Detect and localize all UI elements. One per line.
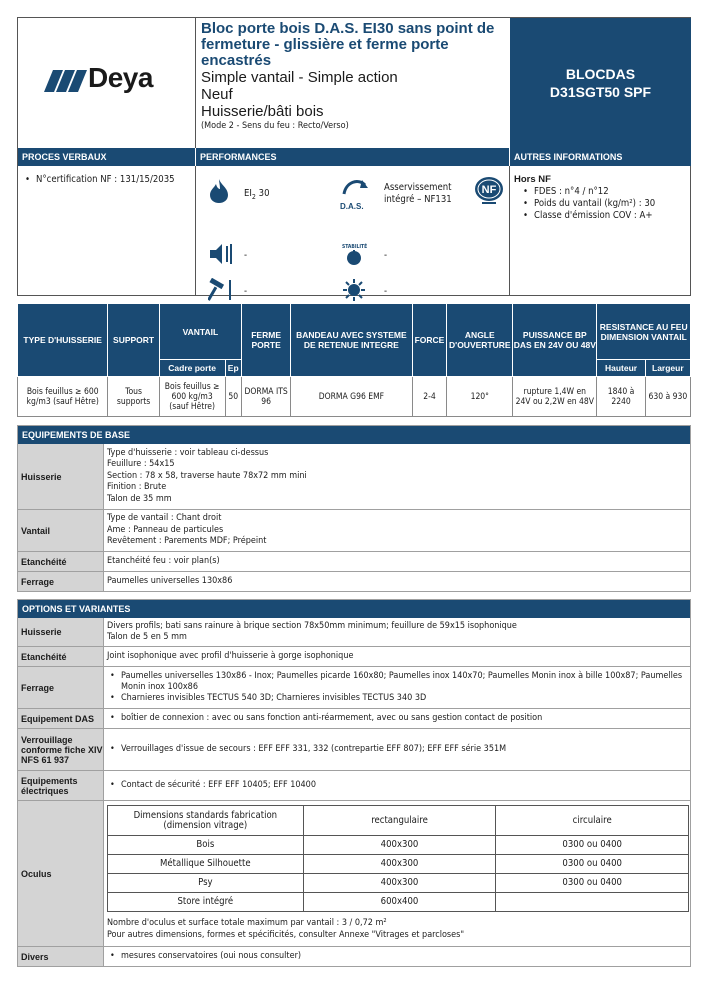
cell-largeur: 630 à 930 <box>645 377 690 417</box>
das-text-1: Asservissement <box>384 182 452 193</box>
fire-rating: $EI_2$ 30 <box>244 188 270 201</box>
base-row-huisserie <box>18 444 690 510</box>
oculus-cell: 600x400 <box>303 893 496 912</box>
cell-bandeau: DORMA G96 EMF <box>291 377 412 417</box>
bullet: • Verrouillages d'issue de secours : EFF EFF 331, 332 (contrepartie EFF 807); EFF EFF série 351M <box>107 744 687 756</box>
th-hauteur: Hauteur <box>597 360 645 377</box>
sun-snowflake-icon <box>342 278 366 302</box>
oculus-note-2: Pour autres dimensions, formes et spécificités, consulter Annexe "Vitrages et parcloses" <box>107 929 465 940</box>
row-label: Equipements électriques <box>18 771 104 800</box>
row-label: Verrouillage conforme fiche XIV NFS 61 937 <box>18 729 104 770</box>
other-title: Hors NF <box>514 174 551 185</box>
row-value <box>104 444 690 509</box>
pv-body <box>18 166 196 295</box>
oculus-cell: 400x300 <box>303 874 496 893</box>
code-line-2: D31SGT50 SPF <box>549 84 652 100</box>
brand-logo <box>18 18 196 148</box>
acoustic-icon <box>208 242 234 266</box>
cell-type: Bois feuillus ≥ 600 kg/m3 (sauf Hêtre) <box>18 377 108 417</box>
row-label: Huisserie <box>18 444 104 509</box>
oculus-cell: 400x300 <box>303 836 496 855</box>
th-largeur: Largeur <box>645 360 690 377</box>
row-label: Equipement DAS <box>18 709 104 728</box>
other-item: • FDES : n°4 / n°12 <box>520 186 687 198</box>
das-text-2: intégré – NF131 <box>384 194 452 205</box>
th-vantail: VANTAIL <box>159 304 241 360</box>
opt-row-oculus <box>18 801 690 947</box>
oculus-header: circulaire <box>496 806 689 836</box>
other-item: • Poids du vantail (kg/m²) : 30 <box>520 198 687 210</box>
line: Divers profils; bati sans rainure à brique section 78x50mm minimum; feuillure de 59x15 isophonique <box>107 620 517 631</box>
options-header: OPTIONS ET VARIANTES <box>18 600 690 618</box>
row-label: Oculus <box>18 801 104 946</box>
shock-value: - <box>244 286 248 297</box>
th-force: FORCE <box>412 304 447 377</box>
bullet: • boîtier de connexion : avec ou sans fonction anti-réarmement, avec ou sans gestion contact de position <box>107 713 687 725</box>
thermal-value: - <box>384 286 388 297</box>
cell-angle: 120° <box>447 377 513 417</box>
cell-hauteur: 1840 à 2240 <box>597 377 645 417</box>
oculus-cell: 400x300 <box>303 855 496 874</box>
oculus-table <box>107 805 689 912</box>
opt-row-huisserie <box>18 618 690 647</box>
row-value: Etanchéité feu : voir plan(s) <box>107 555 220 566</box>
line: Talon de 5 en 5 mm <box>107 632 187 642</box>
other-header: AUTRES INFORMATIONS <box>510 148 691 166</box>
stability-icon <box>346 250 362 266</box>
stability-logo-text: STABILITÉ <box>342 244 368 250</box>
oculus-cell: Store intégré <box>108 893 304 912</box>
title-mode: (Mode 2 - Sens du feu : Recto/Verso) <box>201 121 349 131</box>
bullet: • Contact de sécurité : EFF EFF 10405; EFF 10400 <box>107 780 687 792</box>
bullet: • Paumelles universelles 130x86 - Inox; Paumelles picarde 160x80; Paumelles inox 140x70; Paumelles Monin inox à bille 100x87; Paumelles Monin inox 100x86 <box>107 671 687 693</box>
cell-force: 2-4 <box>412 377 447 417</box>
product-code <box>510 18 691 148</box>
acoustic-value: - <box>244 250 248 261</box>
cell-support: Tous supports <box>108 377 159 417</box>
das-text <box>384 182 452 206</box>
options-section <box>17 599 691 967</box>
opt-row-etancheite <box>18 647 690 667</box>
oculus-cell: 0300 ou 0400 <box>496 836 689 855</box>
das-logo-text: D.A.S. <box>340 202 364 211</box>
base-row-etancheite <box>18 552 690 572</box>
row-value <box>104 709 690 728</box>
opt-row-das <box>18 709 690 729</box>
row-value <box>104 618 690 646</box>
th-puissance: PUISSANCE BP DAS EN 24V OU 48V <box>513 304 597 377</box>
deya-logo-icon <box>44 70 88 92</box>
hammer-icon <box>208 278 234 302</box>
line: Feuillure : 54x15 <box>107 459 175 470</box>
row-label: Divers <box>18 947 104 966</box>
line: Revêtement : Parements MDF; Prépeint <box>107 536 267 547</box>
oculus-cell: Bois <box>108 836 304 855</box>
opt-row-verrouillage <box>18 729 690 771</box>
opt-row-electrique <box>18 771 690 801</box>
oculus-cell <box>496 893 689 912</box>
cell-ferme: DORMA ITS 96 <box>241 377 290 417</box>
base-row-ferrage <box>18 572 690 592</box>
oculus-header: rectangulaire <box>303 806 496 836</box>
row-value <box>104 729 690 770</box>
th-resistance: RESISTANCE AU FEU DIMENSION VANTAIL <box>597 304 691 360</box>
cell-puissance: rupture 1,4W en 24V ou 2,2W en 48V <box>513 377 597 417</box>
row-label: Etanchéité <box>18 552 104 571</box>
row-value: Paumelles universelles 130x86 <box>107 575 233 586</box>
row-value <box>104 510 690 551</box>
th-cadre: Cadre porte <box>159 360 225 377</box>
oculus-note-1: Nombre d'oculus et surface totale maximum par vantail : 3 / 0,72 m² <box>107 918 387 928</box>
svg-text:NF: NF <box>481 184 497 196</box>
cell-ep: 50 <box>225 377 241 417</box>
pv-header: PROCES VERBAUX <box>18 148 196 166</box>
header-block <box>17 17 691 296</box>
oculus-cell: 0300 ou 0400 <box>496 874 689 893</box>
row-value <box>104 771 690 800</box>
opt-row-divers <box>18 947 690 967</box>
nf-logo-icon <box>474 176 504 206</box>
th-ferme: FERME PORTE <box>241 304 290 377</box>
th-support: SUPPORT <box>108 304 159 377</box>
line: Ame : Panneau de particules <box>107 524 224 535</box>
row-value: Joint isophonique avec profil d'huisserie à gorge isophonique <box>107 650 354 661</box>
line: Section : 78 x 58, traverse haute 78x72 mm mini <box>107 470 307 481</box>
th-type: TYPE D'HUISSERIE <box>18 304 108 377</box>
fire-icon <box>208 179 230 203</box>
bullet: • Charnieres invisibles TECTUS 540 3D; Charnieres invisibles TECTUS 340 3D <box>107 693 687 704</box>
stability-value: - <box>384 250 388 261</box>
product-title <box>198 18 510 148</box>
title-line-1: Simple vantail - Simple action <box>201 69 398 86</box>
line: Type d'huisserie : voir tableau ci-dessus <box>107 447 269 458</box>
row-value <box>104 947 690 966</box>
title-main: Bloc porte bois D.A.S. EI30 sans point de fermeture - glissière et ferme porte encastrés <box>201 20 495 69</box>
title-line-3: Huisserie/bâti bois <box>201 103 324 120</box>
das-icon <box>340 176 370 204</box>
row-label: Etanchéité <box>18 647 104 666</box>
bullet: • mesures conservatoires (oui nous consulter) <box>107 951 687 963</box>
row-label: Ferrage <box>18 572 104 591</box>
th-bandeau: BANDEAU AVEC SYSTEME DE RETENUE INTEGRE <box>291 304 412 377</box>
line: Type de vantail : Chant droit <box>107 513 222 524</box>
oculus-header: Dimensions standards fabrication (dimension vitrage) <box>108 806 304 836</box>
brand-name: Deya <box>88 62 153 93</box>
base-header: EQUIPEMENTS DE BASE <box>18 426 690 444</box>
title-line-2: Neuf <box>201 86 233 103</box>
cell-cadre: Bois feuillus ≥ 600 kg/m3 (sauf Hêtre) <box>159 377 225 417</box>
line: Talon de 35 mm <box>107 493 172 504</box>
opt-row-ferrage <box>18 667 690 709</box>
oculus-cell: Psy <box>108 874 304 893</box>
row-value <box>104 801 692 946</box>
spec-table <box>17 303 691 417</box>
other-body <box>510 166 691 295</box>
oculus-cell: 0300 ou 0400 <box>496 855 689 874</box>
line: Finition : Brute <box>107 482 167 493</box>
row-value <box>104 667 690 708</box>
pv-item: • N°certification NF : 131/15/2035 <box>22 174 191 186</box>
oculus-cell: Métallique Silhouette <box>108 855 304 874</box>
base-row-vantail <box>18 510 690 552</box>
other-item: • Classe d'émission COV : A+ <box>520 210 687 222</box>
row-label: Huisserie <box>18 618 104 646</box>
th-ep: Ep <box>225 360 241 377</box>
row-label: Ferrage <box>18 667 104 708</box>
row-label: Vantail <box>18 510 104 551</box>
base-section <box>17 425 691 592</box>
perf-header: PERFORMANCES <box>196 148 510 166</box>
perf-body <box>196 166 510 295</box>
th-angle: ANGLE D'OUVERTURE <box>447 304 513 377</box>
code-line-1: BLOCDAS <box>565 66 636 82</box>
